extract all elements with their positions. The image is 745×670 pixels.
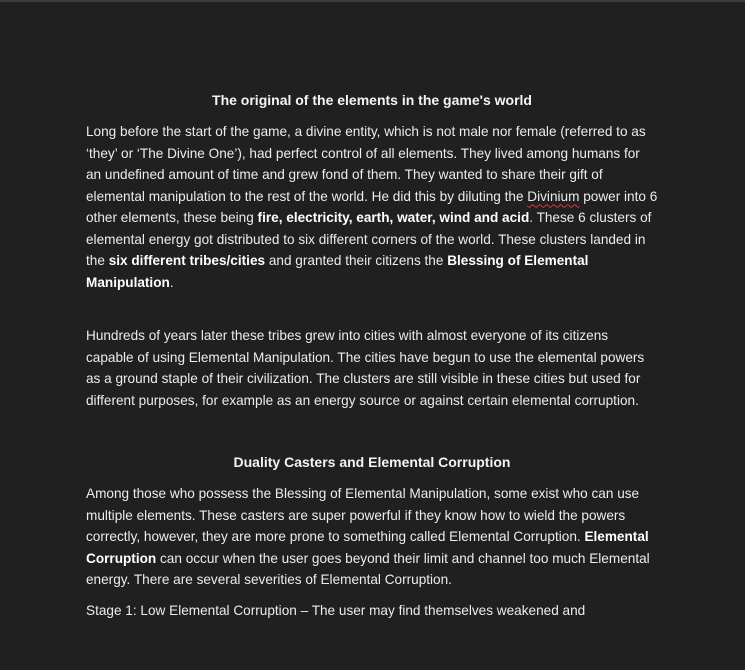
text-run: can occur when the user goes beyond their limit and channel too much Elemental energy. There are several severities of Elemental Corruption. — [86, 550, 650, 587]
paragraph-origin-cities — [86, 325, 658, 411]
paragraph-origin-intro — [86, 121, 658, 293]
text-run: Long before the start of the game, a divine entity, which is not male nor female (referred to as ‘they’ or ‘The Divine One’), had perfect control of all elements. They lived among humans for an undefined amount of time and grew fond of them. They wanted to share their gift of elemental manipulation to the rest of the world. He did this by diluting the — [86, 124, 646, 204]
text-run: . — [169, 274, 174, 290]
section-heading-origin: The original of the elements in the game's world — [212, 92, 532, 108]
bold-elements-list: fire, electricity, earth, water, wind and acid — [257, 210, 530, 225]
text-run: . These 6 clusters of elemental energy got distributed to six different corners of the world. These clusters landed in the — [86, 210, 652, 268]
text-run: Stage 1: Low Elemental Corruption – The user may find themselves weakened and — [86, 602, 586, 618]
text-run: and granted their citizens the — [265, 253, 448, 268]
bold-elemental-corruption: Elemental Corruption — [86, 529, 649, 566]
document-body[interactable] — [86, 90, 658, 621]
paragraph-stage-1 — [86, 600, 658, 622]
text-run: Hundreds of years later these tribes grew into cities with almost everyone of its citizens capable of using Elemental Manipulation. The cities have begun to use the elemental powers as a ground staple of their civilization. The clusters are still visible in these cities but used for different purposes, for example as an energy source or against certain elemental corruption. — [86, 328, 645, 408]
text-run: Among those who possess the Blessing of Elemental Manipulation, some exist who can use multiple elements. These casters are super powerful if they know how to wield the powers correctly, however, they are more prone to something called Elemental Corruption. — [86, 486, 640, 544]
bold-blessing: Blessing of Elemental Manipulation — [86, 253, 589, 290]
misspelled-word-divinium[interactable]: Divinium — [527, 188, 580, 204]
paragraph-duality-casters — [86, 483, 658, 591]
text-run: power into 6 other elements, these being — [86, 188, 658, 225]
bold-six-tribes: six different tribes/cities — [108, 253, 266, 268]
section-heading-duality: Duality Casters and Elemental Corruption — [233, 454, 511, 470]
